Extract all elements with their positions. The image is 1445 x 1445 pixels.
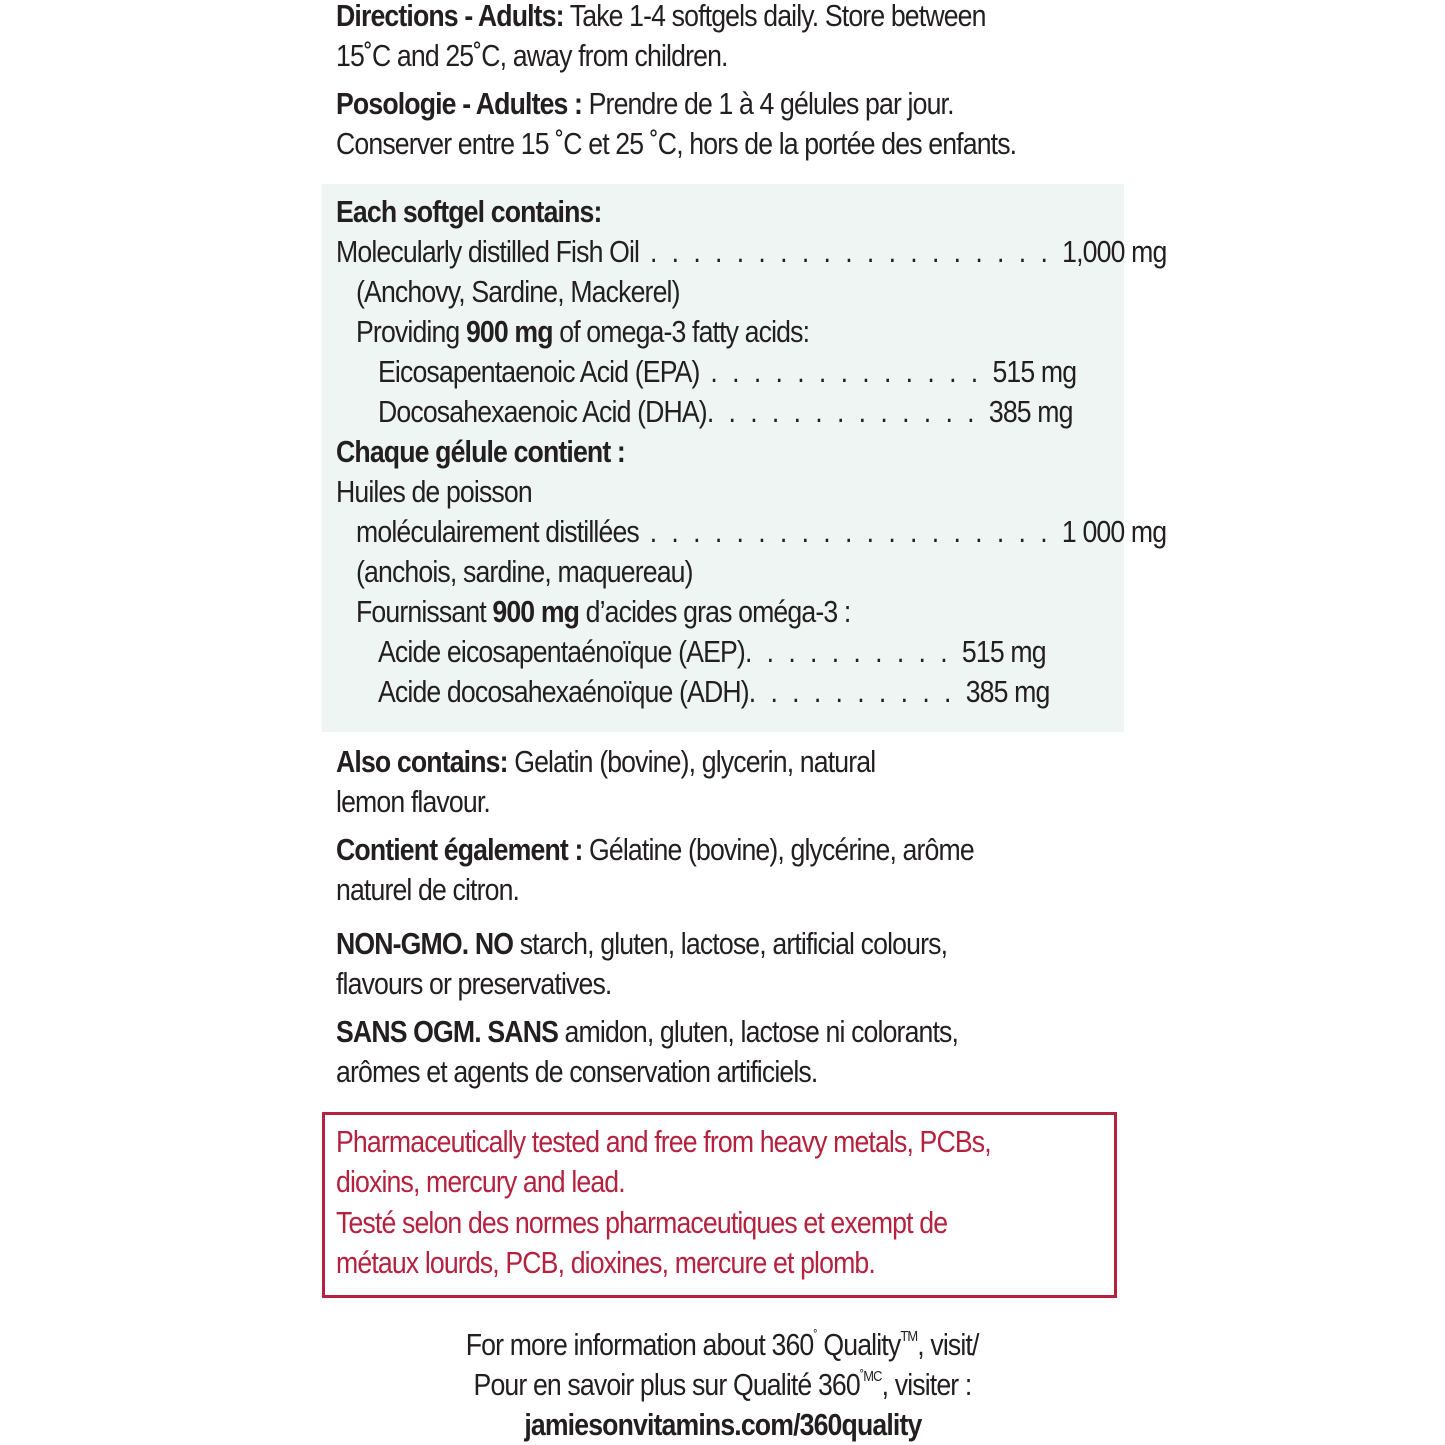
directions-en-line-1 (336, 0, 986, 36)
fish-oil-fr-line-1: Huiles de poisson (336, 474, 532, 509)
providing-en (356, 312, 809, 352)
footer-fr (0, 1365, 1445, 1405)
leader-dots: . . . . . . . . . . . . . . . . . . . (639, 234, 1063, 269)
testing-notice-line-4: métaux lourds, PCB, dioxines, mercure et plomb. (336, 1245, 875, 1280)
leader-dots: . . . . . . . . . . . . . . . . . . . (638, 514, 1062, 549)
dha-label: Docosahexaenoic Acid (DHA) (378, 394, 707, 429)
leader-dots: . . . . . . . . . . . . . (699, 354, 993, 389)
testing-notice-line-1: Pharmaceutically tested and free from heavy metals, PCBs, (336, 1124, 991, 1159)
non-gmo-fr-label: SANS OGM. SANS (336, 1014, 559, 1049)
footer-fr-post: , visiter : (881, 1367, 972, 1402)
also-contains-fr-text: Gélatine (bovine), glycérine, arôme (582, 832, 974, 867)
website-link[interactable]: jamiesonvitamins.com/360quality (523, 1407, 922, 1442)
fish-oil-row-en (336, 232, 1166, 272)
non-gmo-en-label: NON-GMO. NO (336, 926, 514, 961)
fish-oil-label: Molecularly distilled Fish Oil (336, 234, 640, 269)
aep-label: Acide eicosapentaénoïque (AEP) (378, 634, 745, 669)
directions-en-text: Take 1-4 softgels daily. Store between (563, 0, 986, 33)
fish-oil-fr-value: 1 000 mg (1061, 514, 1167, 549)
providing-post: d’acides gras oméga-3 : (579, 594, 851, 629)
aep-row (378, 632, 1046, 672)
dha-row (378, 392, 1073, 432)
non-gmo-en-line-2: flavours or preservatives. (336, 966, 612, 1001)
non-gmo-fr-line-2: arômes et agents de conservation artificiels. (336, 1054, 818, 1089)
testing-notice-line-2: dioxins, mercury and lead. (336, 1164, 625, 1199)
epa-value: 515 mg (992, 354, 1077, 389)
also-contains-en-text: Gelatin (bovine), glycerin, natural (507, 744, 876, 779)
providing-fr (356, 592, 850, 632)
directions-en-label: Directions - Adults: (336, 0, 564, 33)
footer-en-mid: Quality (817, 1327, 901, 1362)
fish-oil-row-fr (356, 512, 1166, 552)
non-gmo-fr-text: amidon, gluten, lactose ni colorants, (558, 1014, 959, 1049)
providing-pre: Providing (356, 314, 466, 349)
directions-en-line-2: 15˚C and 25˚C, away from children. (336, 38, 728, 73)
footer-en (0, 1325, 1445, 1365)
footer-fr-pre: Pour en savoir plus sur Qualité 360 (473, 1367, 860, 1402)
directions-fr-line-1 (336, 84, 954, 124)
fish-source-en: (Anchovy, Sardine, Mackerel) (356, 274, 680, 309)
degree-mark: ˚ (813, 1328, 818, 1345)
footer-url-row (0, 1405, 1445, 1445)
providing-pre: Fournissant (356, 594, 493, 629)
also-contains-en-label: Also contains: (336, 744, 508, 779)
providing-amount: 900 mg (492, 594, 580, 629)
also-contains-fr-line-1 (336, 830, 974, 870)
leader-dots: . . . . . . . . . . (744, 634, 962, 669)
testing-notice-line-3: Testé selon des normes pharmaceutiques et exempt de (336, 1205, 948, 1240)
panel-fr-heading: Chaque gélule contient : (336, 434, 625, 469)
adh-value: 385 mg (965, 674, 1050, 709)
non-gmo-en-text: starch, gluten, lactose, artificial colours, (513, 926, 948, 961)
mc-mark: ˚MC (859, 1368, 882, 1385)
trademark-mark: TM (900, 1328, 918, 1345)
directions-fr-line-2: Conserver entre 15 ˚C et 25 ˚C, hors de la portée des enfants. (336, 126, 1017, 161)
providing-amount: 900 mg (465, 314, 553, 349)
adh-row (378, 672, 1049, 712)
leader-dots: . . . . . . . . . . . . . (706, 394, 989, 429)
providing-post: of omega-3 fatty acids: (552, 314, 810, 349)
aep-value: 515 mg (961, 634, 1046, 669)
also-contains-en-line-2: lemon flavour. (336, 784, 490, 819)
fish-oil-value: 1,000 mg (1062, 234, 1167, 269)
directions-fr-label: Posologie - Adultes : (336, 86, 583, 121)
also-contains-fr-label: Contient également : (336, 832, 583, 867)
epa-label: Eicosapentaenoic Acid (EPA) (378, 354, 700, 389)
also-contains-en-line-1 (336, 742, 875, 782)
epa-row (378, 352, 1076, 392)
directions-fr-text: Prendre de 1 à 4 gélules par jour. (582, 86, 954, 121)
non-gmo-en-line-1 (336, 924, 947, 964)
dha-value: 385 mg (988, 394, 1073, 429)
panel-en-heading: Each softgel contains: (336, 194, 602, 229)
non-gmo-fr-line-1 (336, 1012, 958, 1052)
fish-oil-fr-label: moléculairement distillées (356, 514, 639, 549)
fish-source-fr: (anchois, sardine, maquereau) (356, 554, 693, 589)
leader-dots: . . . . . . . . . . (748, 674, 966, 709)
also-contains-fr-line-2: naturel de citron. (336, 872, 520, 907)
adh-label: Acide docosahexaénoïque (ADH) (378, 674, 749, 709)
footer-en-post: , visit/ (917, 1327, 979, 1362)
footer-en-pre: For more information about 360 (466, 1327, 814, 1362)
